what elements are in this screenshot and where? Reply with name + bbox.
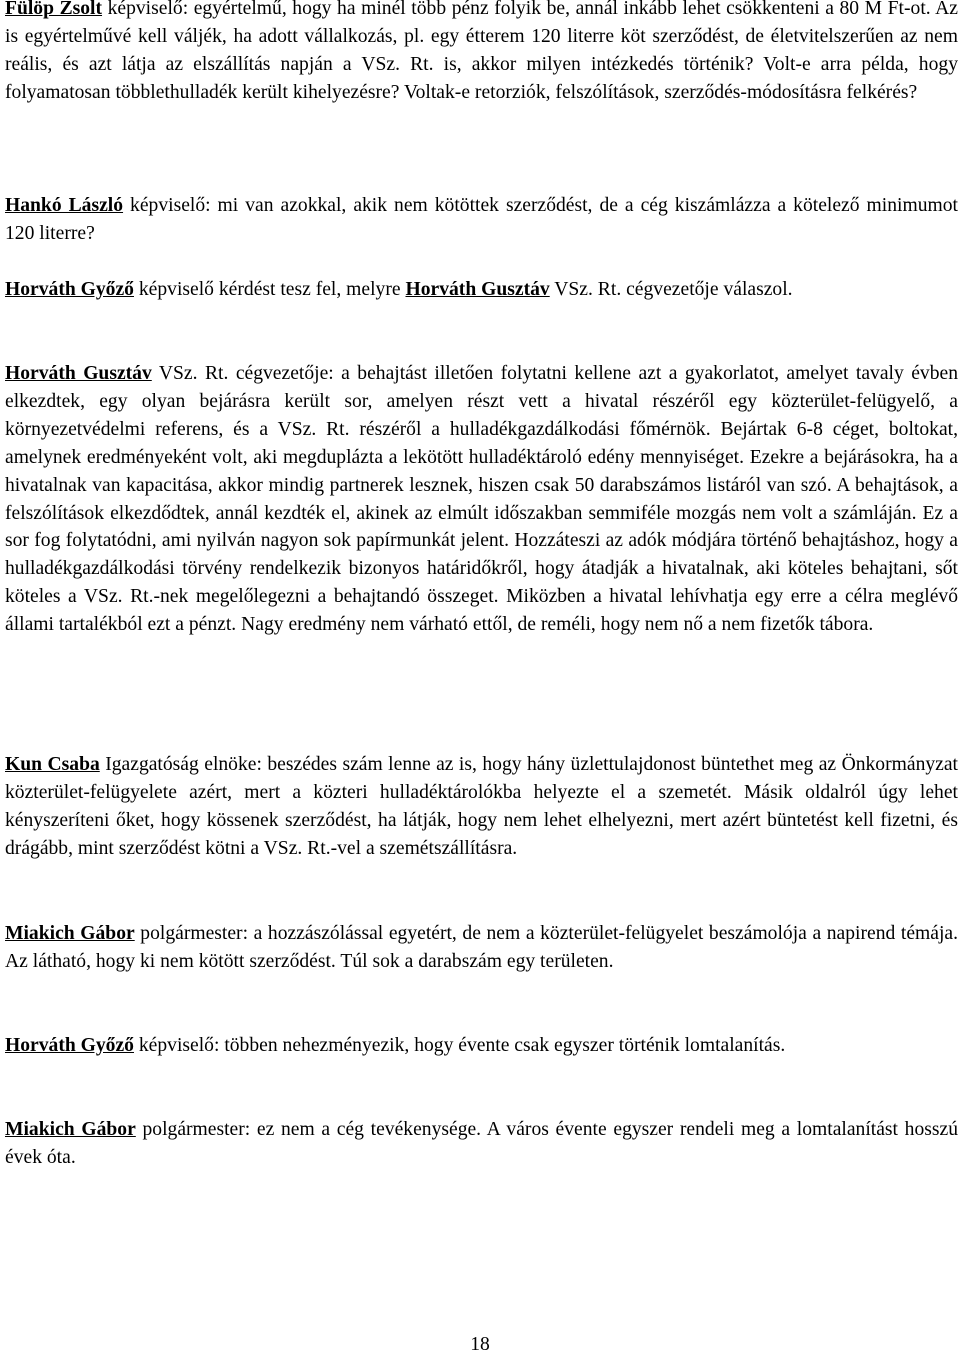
paragraph-hanko-laszlo [5, 192, 958, 248]
paragraph-text: képviselő: egyértelmű, hogy ha minél több pénz folyik be, annál inkább lehet csökkenteni a 80 M Ft-ot. Az is egyértelművé kell váljék, ha adott vállalkozás, pl. egy étterem 120 literre köt szerződést, de életvitelszerűen az nem reális, és azt látja az elszállítás napján a VSz. Rt. is, akkor milyen intézkedés történik? Volt-e arra példa, hogy folyamatosan többlethulladék került kihelyezésre? Voltak-e retorziók, felszólítások, szerződés-módosításra felkérés? [5, 0, 958, 103]
speaker-name: Hankó László [5, 195, 124, 216]
speaker-name: Fülöp Zsolt [5, 0, 103, 19]
paragraph-text: képviselő: többen nehezményezik, hogy évente csak egyszer történik lomtalanítás. [133, 1035, 786, 1056]
paragraph-miakich-gabor-1 [5, 920, 958, 976]
paragraph-text: polgármester: a hozzászólással egyetért, de nem a közterület-felügyelet beszámolója a napirend témája. Az látható, hogy ki nem kötött szerződést. Túl sok a darabszám egy területen. [5, 923, 959, 972]
paragraph-text: VSz. Rt. cégvezetője: a behajtást illetően folytatni kellene azt a gyakorlatot, amelyet tavaly évben elkezdtek, egy olyan bejárásra került sor, amelyen részt vett a hivatal részéről egy közterület-felügyelő, a környezetvédelmi referens, és a VSz. Rt. részéről a hulladékgazdálkodási főmérnök. Bejártak 6-8 céget, boltokat, amelynek eredményeként volt, aki megduplázta a lekötött hulladéktároló edény mennyiséget. Ezekre a bejárásokra, ha a hivatalnak van kapacitása, akkor mindig partnerek lesznek, hiszen csak 50 darabszámos listáról van szó. A behajtások, a felszólítások elkezdődtek, annál kezdték el, akinek az elmúlt időszakban semmiféle mozgás nem volt a számláján. Ez a sor fog folytatódni, ami nyilván nagyon sok papírmunkát jelent. Hozzáteszi az adók módjára történő behajtáshoz, hogy a hulladékgazdálkodási törvény rendelkezik bizonyos határidőkről, hogy átadják a hivatalnak, aki köteles behajtani, sőt köteles a VSz. Rt.-nek megelőlegezni a behajtandó összeget. Miközben a hivatal lehívhatja egy erre a célra meglévő állami tartalékból ezt a pénzt. Nagy eredmény nem várható ettől, de reméli, hogy nem nő a nem fizetők tábora. [5, 363, 958, 636]
speaker-name: Miakich Gábor [5, 1119, 136, 1140]
paragraph-text-secondary: VSz. Rt. cégvezetője válaszol. [549, 279, 793, 300]
speaker-name: Horváth Győző [5, 1035, 134, 1056]
paragraph-miakich-gabor-2 [5, 1116, 958, 1172]
speaker-name: Horváth Gusztáv [5, 363, 152, 384]
paragraph-text: képviselő: mi van azokkal, akik nem kötöttek szerződést, de a cég kiszámlázza a kötelező minimumot 120 literre? [5, 195, 958, 244]
speaker-name: Horváth Győző [5, 279, 134, 300]
paragraph-horvath-gusztav [5, 360, 958, 639]
paragraph-horvath-gyozo-question [5, 276, 793, 304]
paragraph-horvath-gyozo-2 [5, 1032, 785, 1060]
paragraph-kun-csaba [5, 751, 958, 863]
paragraph-text: polgármester: ez nem a cég tevékenysége. A város évente egyszer rendeli meg a lomtalanítást hosszú évek óta. [5, 1119, 959, 1168]
speaker-name: Miakich Gábor [5, 923, 135, 944]
paragraph-text: Igazgatóság elnöke: beszédes szám lenne az is, hogy hány üzlettulajdonost büntethet meg az Önkormányzat közterület-felügyelete azért, mert a közteri hulladéktárolókba helyezte el a szemetét. Másik oldalról úgy lehet kényszeríteni őket, hogy kössenek szerződést, ha látják, hogy nem lehet elhelyezni, mert azért büntetést kell fizetni, és drágább, mint szerződést kötni a VSz. Rt.-vel a szemétszállításra. [5, 754, 959, 859]
paragraph-text: képviselő kérdést tesz fel, melyre [133, 279, 406, 300]
speaker-name: Kun Csaba [5, 754, 100, 775]
page-number: 18 [470, 1334, 490, 1355]
speaker-name-secondary: Horváth Gusztáv [405, 279, 550, 300]
paragraph-fulop-zsolt [5, 0, 958, 107]
